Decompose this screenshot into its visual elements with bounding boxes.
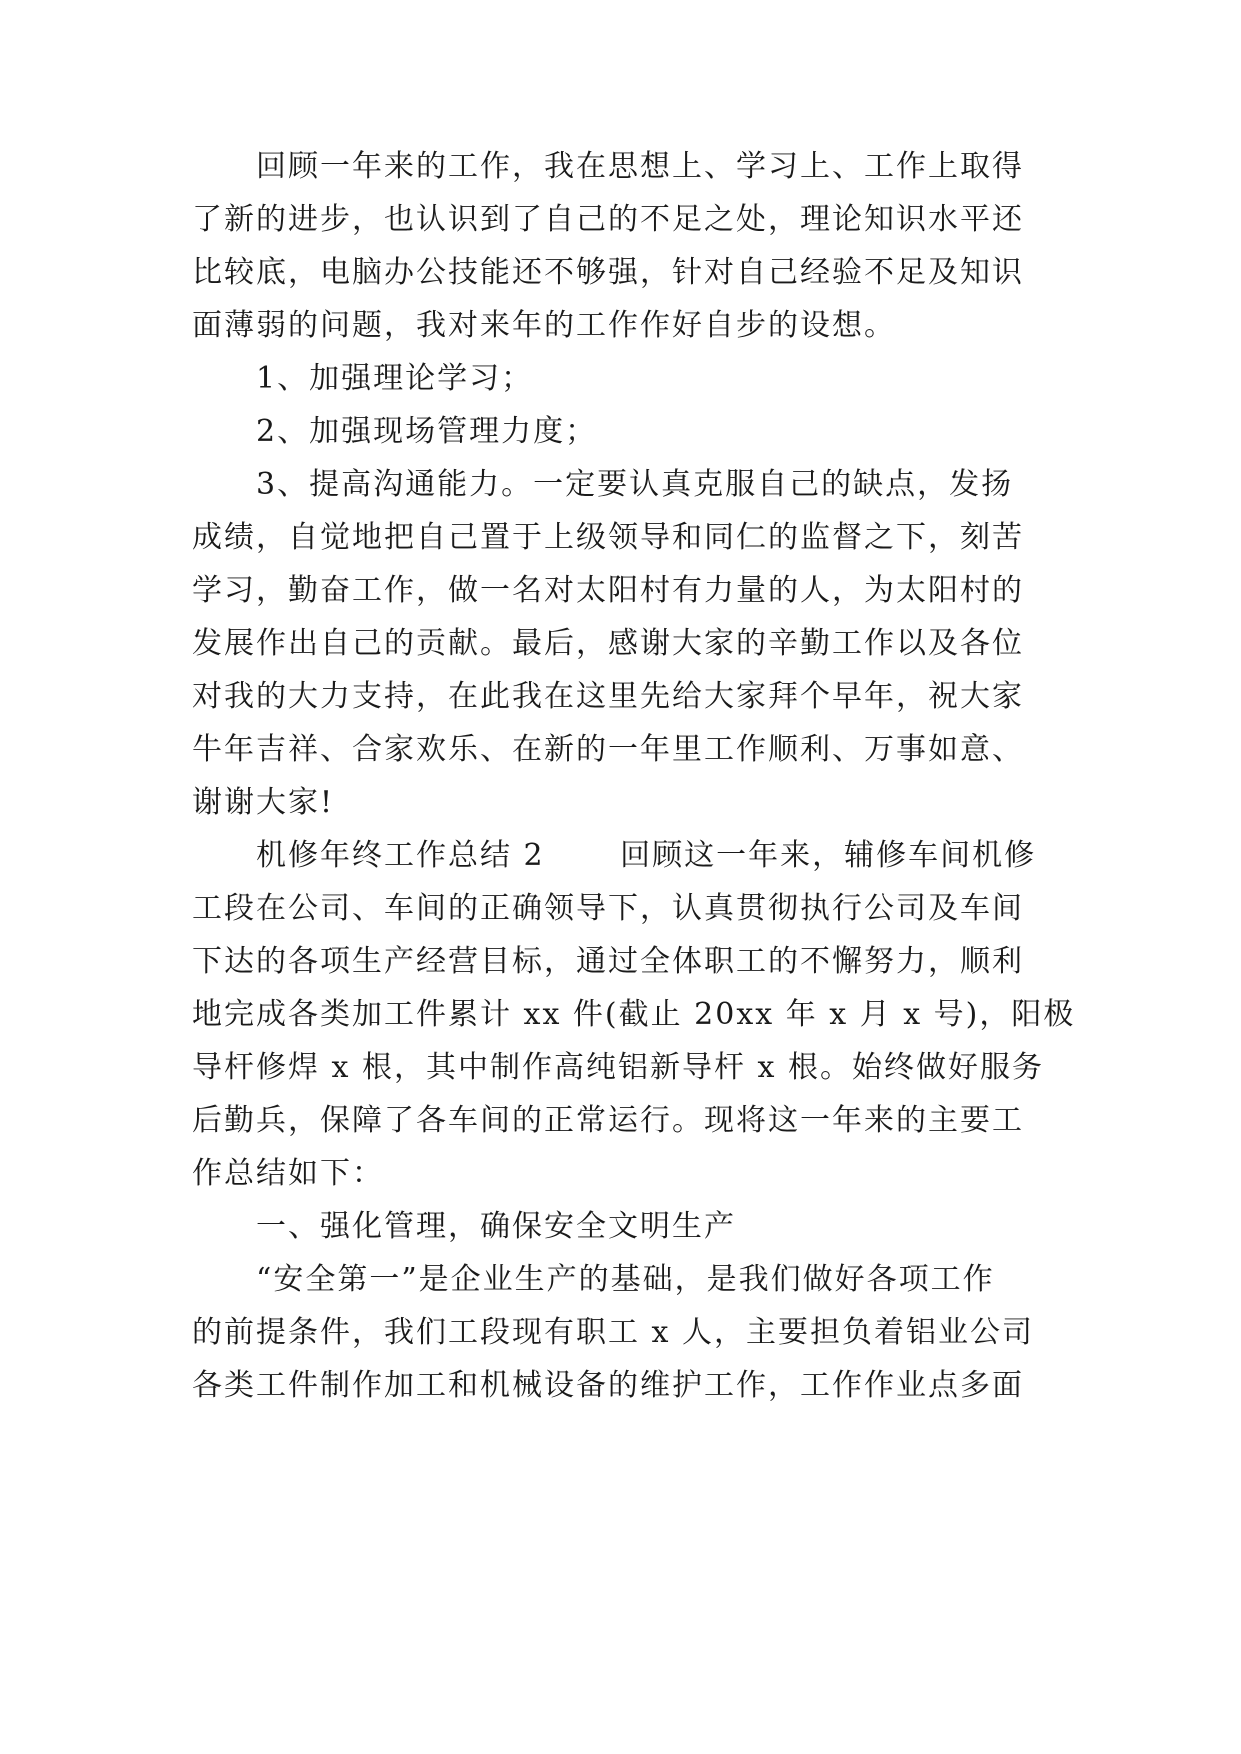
text-line: 工段在公司、车间的正确领导下，认真贯彻执行公司及车间 xyxy=(192,891,1024,926)
text-line: 后勤兵，保障了各车间的正常运行。现将这一年来的主要工 xyxy=(192,1103,1024,1138)
text-line: 作总结如下： xyxy=(192,1156,384,1191)
text-line: 回顾一年来的工作，我在思想上、学习上、工作上取得 xyxy=(256,149,1024,184)
section-heading: 一、强化管理，确保安全文明生产 xyxy=(256,1209,736,1244)
text-line: 2、加强现场管理力度； xyxy=(256,414,598,449)
text-line: 学习，勤奋工作，做一名对太阳村有力量的人，为太阳村的 xyxy=(192,573,1024,608)
text-line: 3、提高沟通能力。一定要认真克服自己的缺点，发扬 xyxy=(256,467,1014,502)
text-line: 下达的各项生产经营目标，通过全体职工的不懈努力，顺利 xyxy=(192,944,1024,979)
text-line: 1、加强理论学习； xyxy=(256,361,534,396)
text-line: 导杆修焊 x 根，其中制作高纯铝新导杆 x 根。始终做好服务 xyxy=(192,1050,1044,1085)
text-line: 牛年吉祥、合家欢乐、在新的一年里工作顺利、万事如意、 xyxy=(192,732,1024,767)
text-line: 谢谢大家! xyxy=(192,785,335,820)
text-line: 比较底，电脑办公技能还不够强，针对自己经验不足及知识 xyxy=(192,255,1024,290)
text-line: 了新的进步，也认识到了自己的不足之处，理论知识水平还 xyxy=(192,202,1024,237)
text-line: 成绩，自觉地把自己置于上级领导和同仁的监督之下，刻苦 xyxy=(192,520,1024,555)
text-line: 面薄弱的问题，我对来年的工作作好自步的设想。 xyxy=(192,308,896,343)
text-line: 的前提条件，我们工段现有职工 x 人，主要担负着铝业公司 xyxy=(192,1315,1034,1350)
text-line: 发展作出自己的贡献。最后，感谢大家的辛勤工作以及各位 xyxy=(192,626,1024,661)
text-line: 各类工件制作加工和机械设备的维护工作，工作作业点多面 xyxy=(192,1368,1024,1403)
text-line: “安全第一”是企业生产的基础，是我们做好各项工作 xyxy=(256,1262,995,1297)
text-line: 对我的大力支持，在此我在这里先给大家拜个早年，祝大家 xyxy=(192,679,1024,714)
text-line: 机修年终工作总结 2 回顾这一年来，辅修车间机修 xyxy=(256,838,1037,873)
text-line: 地完成各类加工件累计 xx 件(截止 20xx 年 x 月 x 号)，阳极 xyxy=(192,997,1076,1032)
